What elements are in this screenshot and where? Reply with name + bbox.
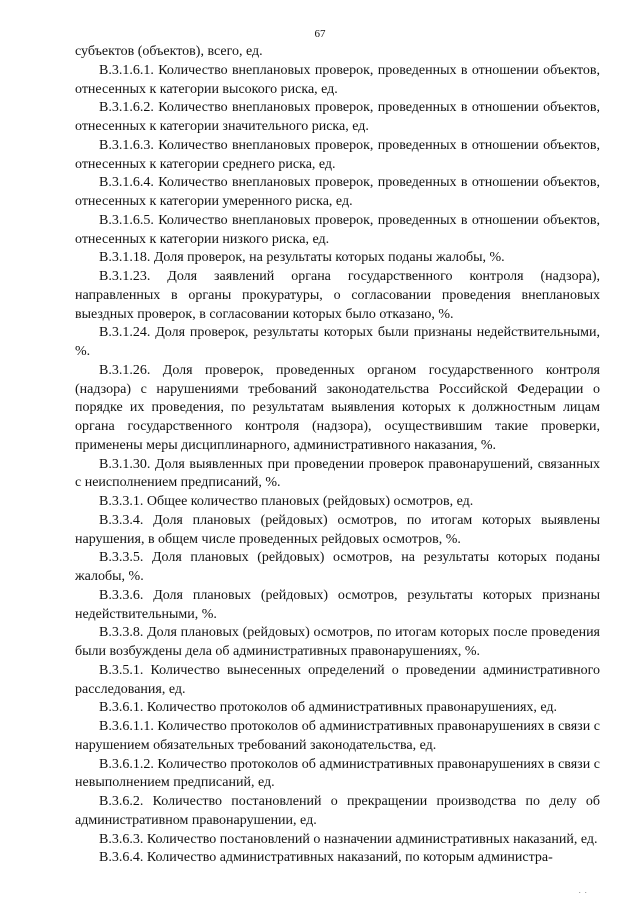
paragraph-v3-1-6-3: В.3.1.6.3. Количество внеплановых проверок, проведенных в отношении объектов, отнесенных к категории среднего риска, ед. [75,137,600,172]
corner-mark: · · [578,889,588,897]
paragraph-v3-3-8: В.3.3.8. Доля плановых (рейдовых) осмотров, по итогам которых после проведения были возбуждены дела об административных правонарушениях, %. [75,625,600,659]
paragraph-v3-6-1-2: В.3.6.1.2. Количество протоколов об административных правонарушениях в связи с невыполнением предписаний, ед. [75,756,600,791]
paragraph-v3-3-1: В.3.3.1. Общее количество плановых (рейдовых) осмотров, ед. [99,494,474,509]
paragraph-v3-6-4: В.3.6.4. Количество административных наказаний, по которым администра- [99,850,553,866]
paragraph-v3-3-5: В.3.3.5. Доля плановых (рейдовых) осмотров, на результаты которых поданы жалобы, %. [75,550,600,584]
paragraph-v3-3-4: В.3.3.4. Доля плановых (рейдовых) осмотров, по итогам которых выявлены нарушения, в общем числе проведенных рейдовых осмотров, %. [75,512,600,547]
paragraph-v3-1-26: В.3.1.26. Доля проверок, проведенных органом государственного контроля (надзора) с нарушениями требований законодательства Российской Федерации о порядке их проведения, по результатам выявления которых к должностным лицам органа государственного контроля (надзора), осуществившим такие проверки, применены меры дисциплинарного, административного наказания, %. [75,362,600,453]
paragraph-v3-1-6-2: В.3.1.6.2. Количество внеплановых проверок, проведенных в отношении объектов, отнесенных к категории значительного риска, ед. [75,100,600,134]
paragraph-v3-6-3: В.3.6.3. Количество постановлений о назначении административных наказаний, ед. [99,831,598,847]
paragraph-v3-5-1: В.3.5.1. Количество вынесенных определений о проведении административного расследования, ед. [75,662,600,697]
paragraph-v3-3-6: В.3.3.6. Доля плановых (рейдовых) осмотров, результаты которых признаны недействительными, %. [75,587,600,622]
paragraph-v3-1-23: В.3.1.23. Доля заявлений органа государственного контроля (надзора), направленных в органы прокуратуры, о согласовании проведения внеплановых выездных проверок, в согласовании которых было отказано, %. [75,269,600,322]
paragraph-v3-6-2: В.3.6.2. Количество постановлений о прекращении производства по делу об административном правонарушении, ед. [75,794,600,828]
paragraph-v3-1-6-1: В.3.1.6.1. Количество внеплановых проверок, проведенных в отношении объектов, отнесенных к категории высокого риска, ед. [75,62,600,97]
paragraph-v3-1-6-4: В.3.1.6.4. Количество внеплановых проверок, проведенных в отношении объектов, отнесенных к категории умеренного риска, ед. [75,175,600,209]
page-number: 67 [314,28,326,40]
paragraph-v3-1-24: В.3.1.24. Доля проверок, результаты которых были признаны недействительными, %. [75,325,600,359]
paragraph-v3-6-1-1: В.3.6.1.1. Количество протоколов об административных правонарушениях в связи с нарушением обязательных требований законодательства, ед. [75,719,600,753]
paragraph-v3-6-1: В.3.6.1. Количество протоколов об административных правонарушениях, ед. [99,700,558,716]
paragraph-v3-1-18: В.3.1.18. Доля проверок, на результаты которых поданы жалобы, %. [99,250,505,266]
page-body [75,43,600,868]
paragraph-continuation: субъектов (объектов), всего, ед. [75,44,263,59]
paragraph-v3-1-30: В.3.1.30. Доля выявленных при проведении проверок правонарушений, связанных с неисполнением предписаний, %. [75,456,600,491]
paragraph-v3-1-6-5: В.3.1.6.5. Количество внеплановых проверок, проведенных в отношении объектов, отнесенных к категории низкого риска, ед. [75,212,600,247]
